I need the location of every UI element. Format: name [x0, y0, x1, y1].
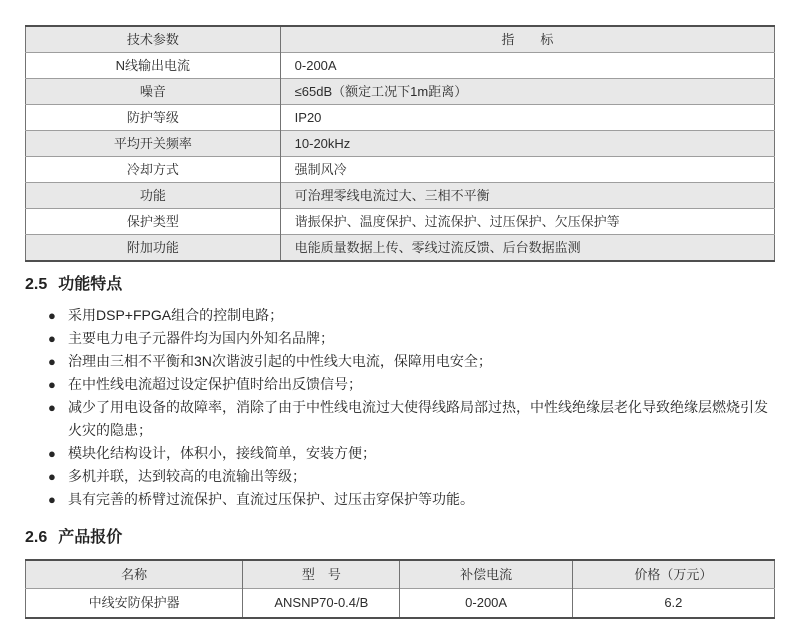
section-heading-pricing [25, 527, 775, 549]
feature-text: 在中性线电流超过设定保护值时给出反馈信号； [68, 376, 362, 392]
feature-item [48, 304, 775, 327]
technical-parameters-table [25, 25, 775, 262]
feature-text: 模块化结构设计，体积小，接线简单，安装方便； [68, 445, 376, 461]
spec-row [26, 131, 775, 157]
spec-header-param: 技术参数 [126, 32, 179, 47]
section-number: 2.5 [25, 276, 48, 293]
feature-item [48, 350, 775, 373]
pricing-header-name: 名称 [26, 560, 243, 589]
spec-param-cell: 平均开关频率 [26, 131, 281, 157]
feature-text: 治理由三相不平衡和3N次谐波引起的中性线大电流，保障用电安全； [68, 353, 492, 369]
spec-value-cell: 可治理零线电流过大、三相不平衡 [280, 183, 774, 209]
bullet-icon: ● [48, 331, 56, 346]
feature-item [48, 442, 775, 465]
bullet-icon: ● [48, 377, 56, 392]
spec-value-cell: ≤65dB（额定工况下1m距离） [280, 79, 774, 105]
spec-value-cell: 0-200A [280, 53, 774, 79]
spec-row [26, 157, 775, 183]
spec-row [26, 79, 775, 105]
bullet-icon: ● [48, 446, 56, 461]
pricing-price-cell: 6.2 [572, 589, 774, 619]
feature-item [48, 465, 775, 488]
section-title: 功能特点 [58, 276, 123, 293]
spec-value-cell: 强制风冷 [280, 157, 774, 183]
pricing-header-current: 补偿电流 [400, 560, 572, 589]
spec-value-cell: 谐振保护、温度保护、过流保护、过压保护、欠压保护等 [280, 209, 774, 235]
feature-text: 采用DSP+FPGA组合的控制电路； [68, 307, 284, 323]
feature-list [25, 304, 775, 511]
product-pricing-table [25, 559, 775, 619]
spec-param-cell: 附加功能 [26, 235, 281, 262]
bullet-icon: ● [48, 469, 56, 484]
section-heading-features [25, 274, 775, 296]
section-title: 产品报价 [58, 529, 123, 546]
spec-row [26, 105, 775, 131]
feature-item [48, 373, 775, 396]
spec-value-cell: 电能质量数据上传、零线过流反馈、后台数据监测 [280, 235, 774, 262]
feature-item [48, 396, 775, 442]
spec-row [26, 209, 775, 235]
feature-item [48, 488, 775, 511]
pricing-current-cell: 0-200A [400, 589, 572, 619]
spec-param-cell: 冷却方式 [26, 157, 281, 183]
bullet-icon: ● [48, 354, 56, 369]
feature-text: 减少了用电设备的故障率，消除了由于中性线电流过大使得线路局部过热，中性线绝缘层老化导致绝缘层燃烧引发火灾的隐患； [68, 399, 768, 438]
feature-text: 多机并联，达到较高的电流输出等级； [68, 468, 306, 484]
spec-row [26, 53, 775, 79]
pricing-name-cell: 中线安防保护器 [26, 589, 243, 619]
spec-param-cell: 保护类型 [26, 209, 281, 235]
pricing-header-row [26, 560, 775, 589]
bullet-icon: ● [48, 400, 56, 415]
spec-param-cell: 噪音 [26, 79, 281, 105]
bullet-icon: ● [48, 308, 56, 323]
spec-param-cell: N线输出电流 [26, 53, 281, 79]
pricing-header-price: 价格（万元） [572, 560, 774, 589]
spec-param-cell: 防护等级 [26, 105, 281, 131]
spec-value-cell: 10-20kHz [280, 131, 774, 157]
section-number: 2.6 [25, 529, 48, 546]
feature-item [48, 327, 775, 350]
spec-param-cell: 功能 [26, 183, 281, 209]
spec-row [26, 235, 775, 262]
spec-value-cell: IP20 [280, 105, 774, 131]
spec-header-value: 指 标 [280, 26, 774, 53]
pricing-header-model: 型 号 [243, 560, 400, 589]
pricing-row [26, 589, 775, 619]
feature-text: 主要电力电子元器件均为国内外知名品牌； [68, 330, 334, 346]
bullet-icon: ● [48, 492, 56, 507]
spec-row [26, 183, 775, 209]
spec-header-row [26, 26, 775, 53]
feature-text: 具有完善的桥臂过流保护、直流过压保护、过压击穿保护等功能。 [68, 491, 474, 507]
pricing-model-cell: ANSNP70-0.4/B [243, 589, 400, 619]
